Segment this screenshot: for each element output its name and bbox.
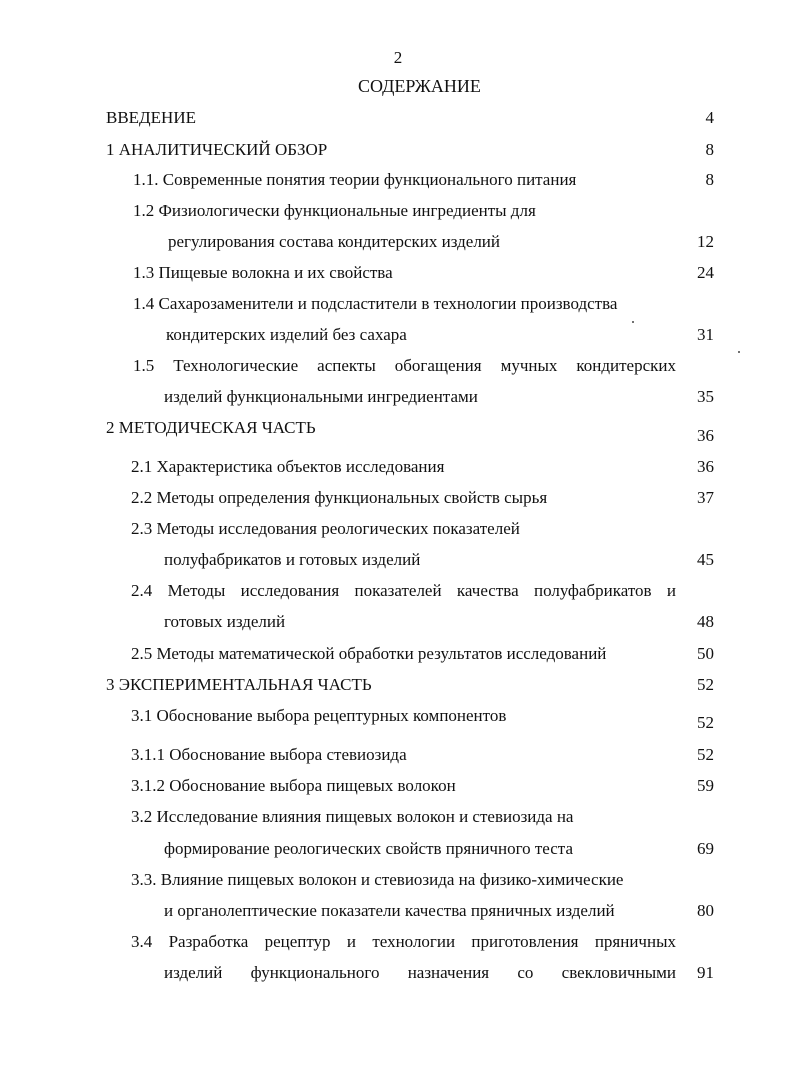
- scan-speck: [632, 321, 634, 323]
- toc-page: 36: [697, 426, 714, 445]
- toc-page: 35: [697, 387, 714, 406]
- toc-page: 59: [697, 776, 714, 795]
- toc-page: 69: [697, 839, 714, 858]
- toc-page: 48: [697, 612, 714, 631]
- toc-label: 2.5 Методы математической обработки результатов исследований: [131, 644, 607, 663]
- toc-label-line1: 1.4 Сахарозаменители и подсластители в технологии производства: [133, 294, 618, 313]
- toc-page: 36: [697, 457, 714, 476]
- toc-label-line2: полуфабрикатов и готовых изделий: [164, 550, 421, 569]
- toc-page: 4: [705, 108, 714, 127]
- toc-page: 8: [705, 170, 714, 189]
- toc-label: 3.1.1 Обоснование выбора стевиозида: [131, 745, 407, 764]
- page-title: СОДЕРЖАНИЕ: [358, 76, 481, 96]
- toc-label-line1: 2.3 Методы исследования реологических показателей: [131, 519, 520, 538]
- toc-page: 12: [697, 232, 714, 251]
- toc-page: 50: [697, 644, 714, 663]
- toc-label-line2: регулирования состава кондитерских изделий: [168, 232, 501, 251]
- toc-page: 37: [697, 488, 714, 507]
- toc-page: 52: [697, 745, 714, 764]
- toc-label: 3 ЭКСПЕРИМЕНТАЛЬНАЯ ЧАСТЬ: [106, 675, 372, 694]
- toc-label-line1: 3.3. Влияние пищевых волокон и стевиозида на физико-химические: [131, 870, 624, 889]
- toc-page: 80: [697, 901, 714, 920]
- toc-page: 45: [697, 550, 714, 569]
- toc-page: 91: [697, 963, 714, 982]
- toc-label-line2: изделий функциональными ингредиентами: [164, 387, 478, 406]
- toc-page: 52: [697, 713, 714, 732]
- page-number: 2: [393, 48, 403, 67]
- toc-label-line1: 2.4 Методы исследования показателей качества полуфабрикатов и: [131, 581, 676, 600]
- scan-speck: [738, 351, 740, 353]
- toc-label-line2: кондитерских изделий без сахара: [166, 325, 407, 344]
- toc-label: 3.1 Обоснование выбора рецептурных компонентов: [131, 706, 507, 725]
- toc-label-line1: 1.5 Технологические аспекты обогащения мучных кондитерских: [133, 356, 676, 375]
- toc-label-line2: изделий функционального назначения со свекловичными: [164, 963, 676, 982]
- toc-label: 2.1 Характеристика объектов исследования: [131, 457, 445, 476]
- toc-label-line1: 1.2 Физиологически функциональные ингредиенты для: [133, 201, 536, 220]
- toc-label: 1.1. Современные понятия теории функционального питания: [133, 170, 577, 189]
- toc-label: ВВЕДЕНИЕ: [106, 108, 196, 127]
- toc-page: 31: [697, 325, 714, 344]
- toc-label: 2.2 Методы определения функциональных свойств сырья: [131, 488, 548, 507]
- toc-page: 24: [697, 263, 714, 282]
- toc-label-line1: 3.2 Исследование влияния пищевых волокон и стевиозида на: [131, 807, 574, 826]
- toc-label: 3.1.2 Обоснование выбора пищевых волокон: [131, 776, 456, 795]
- toc-label: 1.3 Пищевые волокна и их свойства: [133, 263, 393, 282]
- toc-page: 8: [705, 140, 714, 159]
- toc-label-line1: 3.4 Разработка рецептур и технологии приготовления пряничных: [131, 932, 676, 951]
- toc-label-line2: формирование реологических свойств пряничного теста: [164, 839, 573, 858]
- toc-label: 2 МЕТОДИЧЕСКАЯ ЧАСТЬ: [106, 418, 316, 437]
- toc-label-line2: и органолептические показатели качества пряничных изделий: [164, 901, 615, 920]
- toc-label: 1 АНАЛИТИЧЕСКИЙ ОБЗОР: [106, 140, 328, 159]
- toc-page: 52: [697, 675, 714, 694]
- toc-label-line2: готовых изделий: [164, 612, 286, 631]
